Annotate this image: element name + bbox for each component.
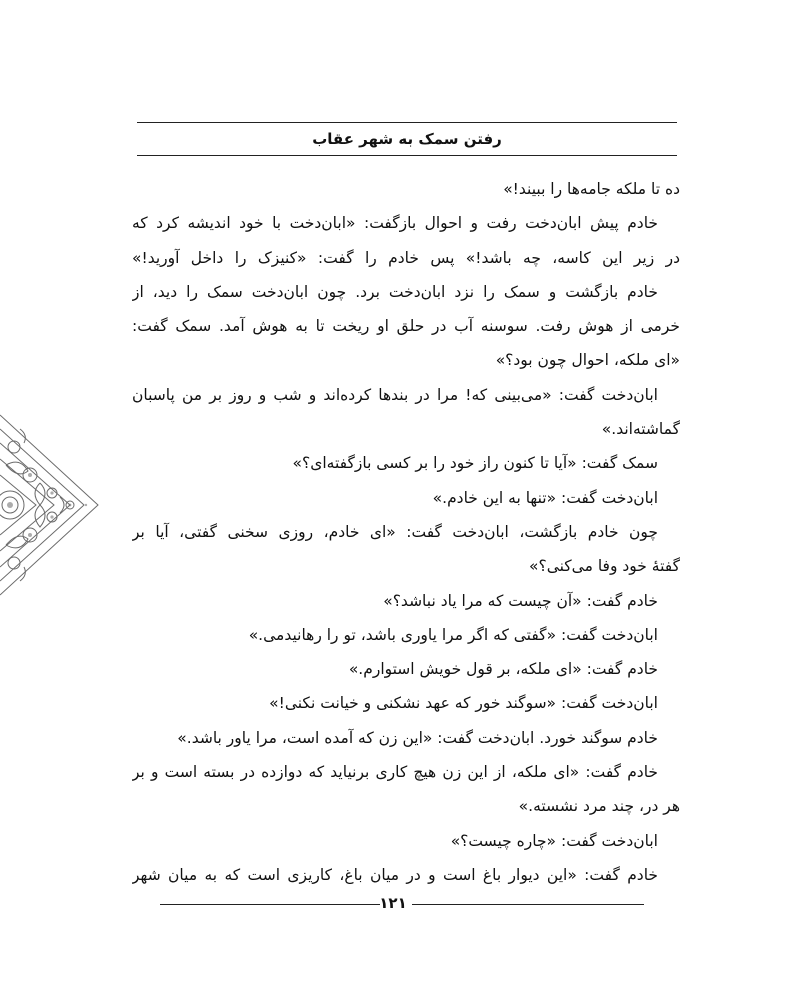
header-rule-top bbox=[137, 122, 677, 123]
running-header-title: رفتن سمک به شهر عقاب bbox=[312, 130, 502, 148]
text-line: گفتهٔ خود وفا می‌کنی؟» bbox=[528, 557, 680, 576]
footer-rule-right bbox=[412, 904, 644, 905]
text-line: «ای ملکه، احوال چون بود؟» bbox=[495, 351, 680, 370]
text-line: خادم پیش ابان‌دخت رفت و احوال بازگفت: «ابان‌دخت با خود اندیشه کرد که bbox=[132, 214, 658, 233]
text-line: خادم گفت: «آن چیست که مرا یاد نباشد؟» bbox=[383, 591, 658, 610]
text-line: در زیر این کاسه، چه باشد!» پس خادم را گفت: «کنیزک را داخل آورید!» bbox=[132, 248, 680, 267]
text-line: ابان‌دخت گفت: «می‌بینی که! مرا در بندها کرده‌اند و شب و روز بر من پاسبان bbox=[132, 385, 658, 404]
text-line: خادم بازگشت و سمک را نزد ابان‌دخت برد. چون ابان‌دخت سمک را دید، از bbox=[132, 282, 658, 301]
text-line: ده تا ملکه جامه‌ها را ببیند!» bbox=[503, 180, 680, 198]
text-line: ابان‌دخت گفت: «گفتی که اگر مرا یاوری باشد، تو را رهانیدمی.» bbox=[248, 625, 658, 644]
page-number: ۱۲۱ bbox=[379, 894, 407, 912]
floral-medallion-icon bbox=[0, 405, 104, 605]
body-text bbox=[132, 172, 680, 892]
text-line: گماشته‌اند.» bbox=[601, 420, 680, 439]
header-rule-bottom bbox=[137, 155, 677, 156]
text-line: سمک گفت: «آیا تا کنون راز خود را بر کسی بازگفته‌ای؟» bbox=[292, 454, 658, 473]
text-line: خادم گفت: «ای ملکه، بر قول خویش استوارم.» bbox=[348, 660, 658, 679]
text-line: خادم گفت: «ای ملکه، از این زن هیچ کاری برنیاید که دوازده در بسته است و بر bbox=[132, 763, 658, 782]
text-line: خادم سوگند خورد. ابان‌دخت گفت: «این زن که آمده است، مرا یاور باشد.» bbox=[177, 728, 658, 747]
text-line: ابان‌دخت گفت: «چاره چیست؟» bbox=[450, 831, 658, 850]
text-line: ابان‌دخت گفت: «تنها به این خادم.» bbox=[432, 488, 658, 507]
text-line: خرمی از هوش رفت. سوسنه آب در حلق او ریخت تا به هوش آمد. سمک گفت: bbox=[132, 317, 680, 336]
text-line: هر در، چند مرد نشسته.» bbox=[518, 797, 680, 816]
text-line: خادم گفت: «این دیوار باغ است و در میان باغ، کاریزی است که به میان شهر bbox=[132, 865, 658, 884]
text-line: چون خادم بازگشت، ابان‌دخت گفت: «ای خادم، روزی سخنی گفتی، آیا بر bbox=[132, 522, 658, 541]
text-line: ابان‌دخت گفت: «سوگند خور که عهد نشکنی و خیانت نکنی!» bbox=[269, 694, 658, 713]
